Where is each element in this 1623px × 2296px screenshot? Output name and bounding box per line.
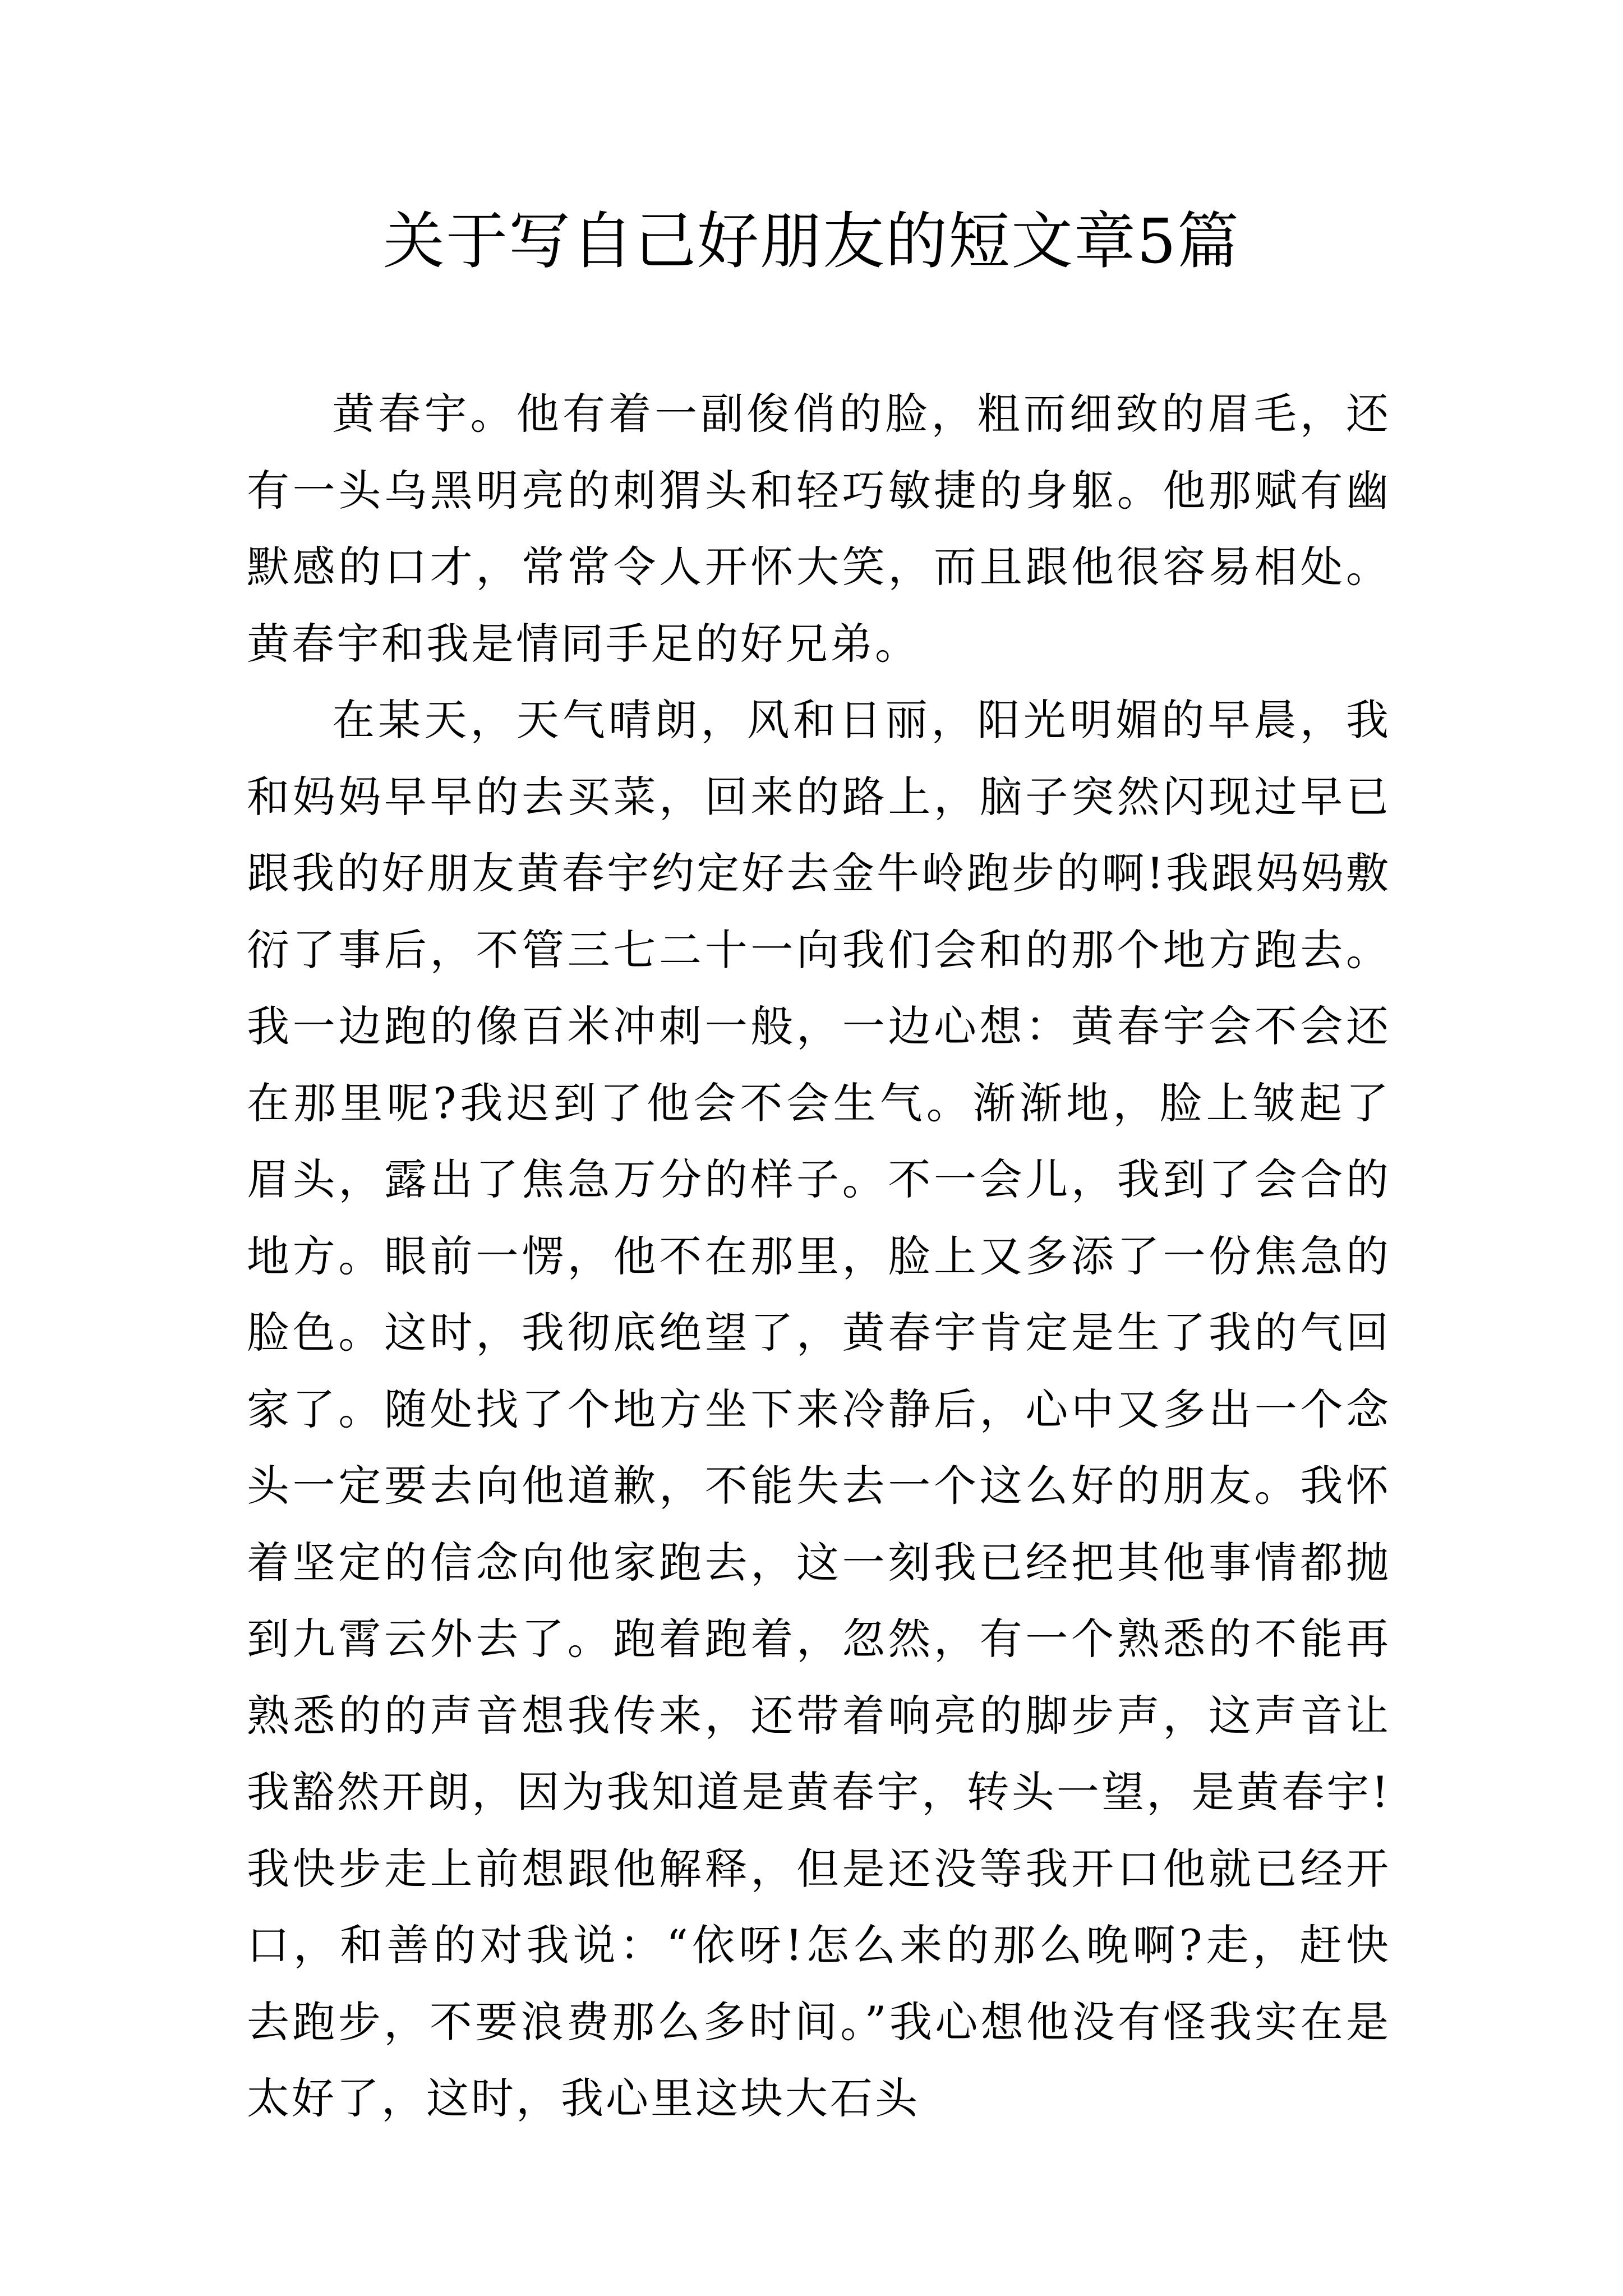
paragraph-2: 在某天，天气晴朗，风和日丽，阳光明媚的早晨，我和妈妈早早的去买菜，回来的路上，脑子突然闪现过早已跟我的好朋友黄春宇约定好去金牛岭跑步的啊!我跟妈妈敷衍了事后，不管三七二十一向我们会和的那个地方跑去。 我一边跑的像百米冲刺一般，一边心想：黄春宇会不会还在那里呢?我迟到了他会不会生气。渐渐地，脸上皱起了眉头，露出了焦急万分的样子。不一会儿，我到了会合的地方。眼前一愣，他不在那里，脸上又多添了一份焦急的脸色。这时，我彻底绝望了，黄春宇肯定是生了我的气回家了。随处找了个地方坐下来冷静后，心中又多出一个念头一定要去向他道歉，不能失去一个这么好的朋友。我怀着坚定的信念向他家跑去，这一刻我已经把其他事情都抛到九霄云外去了。跑着跑着，忽然，有一个熟悉的不能再熟悉的的声音想我传来，还带着响亮的脚步声，这声音让我豁然开朗，因为我知道是黄春宇，转头一望，是黄春宇!我快步走上前想跟他解释，但是还没等我开口他就已经开口，和善的对我说：“依呀!怎么来的那么晚啊?走，赶快去跑步，不要浪费那么多时间。”我心想他没有怪我实在是太好了，这时，我心里这块大石头 <box>247 695 1391 2123</box>
document-body <box>247 376 1391 2137</box>
document-title: 关于写自己好朋友的短文章5篇 <box>383 205 1240 277</box>
paragraph-1: 黄春宇。他有着一副俊俏的脸，粗而细致的眉毛，还有一头乌黑明亮的刺猬头和轻巧敏捷的身躯。他那赋有幽默感的口才，常常令人开怀大笑，而且跟他很容易相处。 黄春宇和我是情同手足的好兄弟。 <box>247 389 1391 669</box>
